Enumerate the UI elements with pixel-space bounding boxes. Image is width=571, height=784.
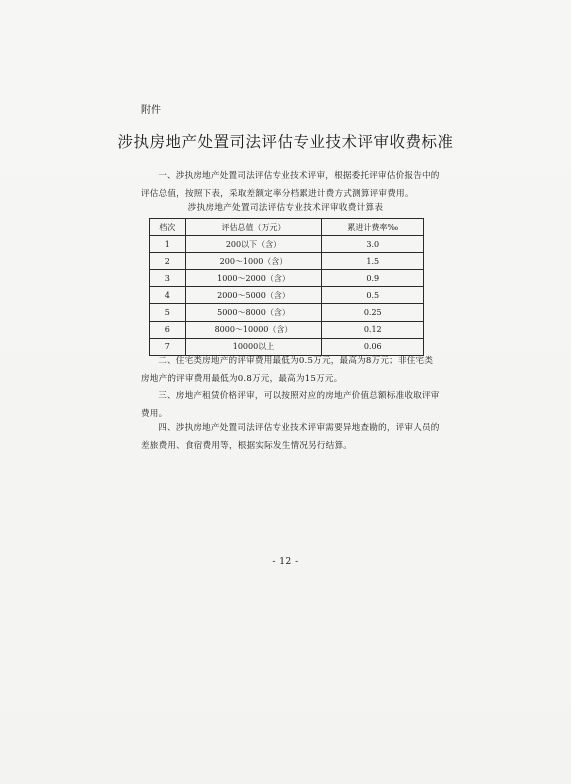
tier-cell: 6 xyxy=(150,321,186,338)
attachment-label: 附件 xyxy=(141,105,161,116)
page-number: - 12 - xyxy=(272,557,299,567)
table-header-row xyxy=(150,219,424,236)
tier-cell: 3 xyxy=(150,270,186,287)
tier-cell: 2 xyxy=(150,253,186,270)
header-appraisal-value: 评估总值（万元） xyxy=(185,219,322,236)
rate-cell: 0.12 xyxy=(322,321,424,338)
table-row xyxy=(150,253,424,270)
table-row xyxy=(150,321,424,338)
value-cell: 200～1000（含） xyxy=(185,253,322,270)
header-rate: 累进计费率‰ xyxy=(322,219,424,236)
table-row xyxy=(150,287,424,304)
tier-cell: 7 xyxy=(150,338,186,355)
table-caption: 涉执房地产处置司法评估专业技术评审收费计算表 xyxy=(187,203,384,213)
rate-cell: 0.5 xyxy=(322,287,424,304)
rate-cell: 0.25 xyxy=(322,304,424,321)
tier-cell: 1 xyxy=(150,236,186,253)
paragraph-3: 三、房地产租赁价格评审，可以按照对应的房地产价值总额标准收取评审费用。 xyxy=(141,391,440,419)
rate-cell: 1.5 xyxy=(322,253,424,270)
tier-cell: 5 xyxy=(150,304,186,321)
paragraph-1: 一、涉执房地产处置司法评估专业技术评审，根据委托评审估价报告中的评估总值，按照下表，采取差额定率分档累进计费方式测算评审费用。 xyxy=(141,171,440,199)
header-tier: 档次 xyxy=(150,219,186,236)
value-cell: 2000～5000（含） xyxy=(185,287,322,304)
value-cell: 10000以上 xyxy=(185,338,322,355)
paragraph-2: 二、住宅类房地产的评审费用最低为0.5万元，最高为8万元；非住宅类房地产的评审费用最低为0.8万元，最高为15万元。 xyxy=(141,356,434,384)
value-cell: 8000～10000（含） xyxy=(185,321,322,338)
value-cell: 200以下（含） xyxy=(185,236,322,253)
table-row xyxy=(150,236,424,253)
rate-cell: 0.9 xyxy=(322,270,424,287)
fee-table xyxy=(149,218,424,356)
value-cell: 5000～8000（含） xyxy=(185,304,322,321)
tier-cell: 4 xyxy=(150,287,186,304)
paragraph-4: 四、涉执房地产处置司法评估专业技术评审需要异地查勘的，评审人员的差旅费用、食宿费用等，根据实际发生情况另行结算。 xyxy=(141,423,440,451)
table-row xyxy=(150,304,424,321)
table-row xyxy=(150,270,424,287)
rate-cell: 0.06 xyxy=(322,338,424,355)
value-cell: 1000～2000（含） xyxy=(185,270,322,287)
rate-cell: 3.0 xyxy=(322,236,424,253)
document-title: 涉执房地产处置司法评估专业技术评审收费标准 xyxy=(117,133,454,151)
